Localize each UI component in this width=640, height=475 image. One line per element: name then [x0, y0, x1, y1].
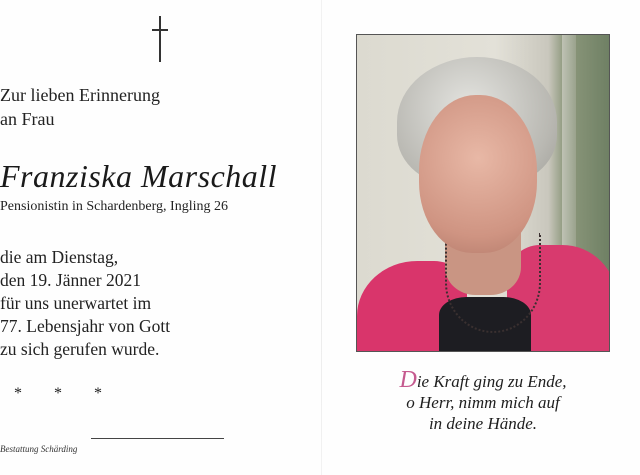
memorial-intro	[0, 83, 320, 131]
verse-dropcap: D	[399, 367, 417, 393]
death-line: den 19. Jänner 2021	[0, 270, 141, 290]
verse-line-2: o Herr, nimm mich auf	[406, 393, 560, 412]
death-notice	[0, 246, 320, 361]
deceased-name: Franziska Marschall	[0, 158, 278, 194]
occupation-address: Pensionistin in Schardenberg, Ingling 26	[0, 199, 228, 214]
death-line: 77. Lebensjahr von Gott	[0, 316, 171, 336]
intro-line-1: Zur lieben Erinnerung	[0, 85, 160, 105]
death-line: die am Dienstag,	[0, 247, 119, 267]
undertaker-credit: Bestattung Schärding	[0, 444, 78, 454]
verse-line-3: in deine Hände.	[428, 414, 538, 433]
intro-line-2: an Frau	[0, 109, 55, 129]
death-line: zu sich gerufen wurde.	[0, 339, 160, 359]
verse-line-1-text: ie Kraft ging zu Ende,	[416, 372, 567, 391]
death-line: für uns unerwartet im	[0, 293, 152, 313]
cross-icon	[150, 16, 170, 62]
star-separator: * * *	[14, 385, 116, 402]
verse-line-1	[356, 367, 610, 393]
card-fold-line	[321, 0, 322, 475]
divider-line	[91, 438, 224, 439]
memorial-verse	[356, 367, 610, 434]
portrait-photo	[356, 34, 610, 352]
